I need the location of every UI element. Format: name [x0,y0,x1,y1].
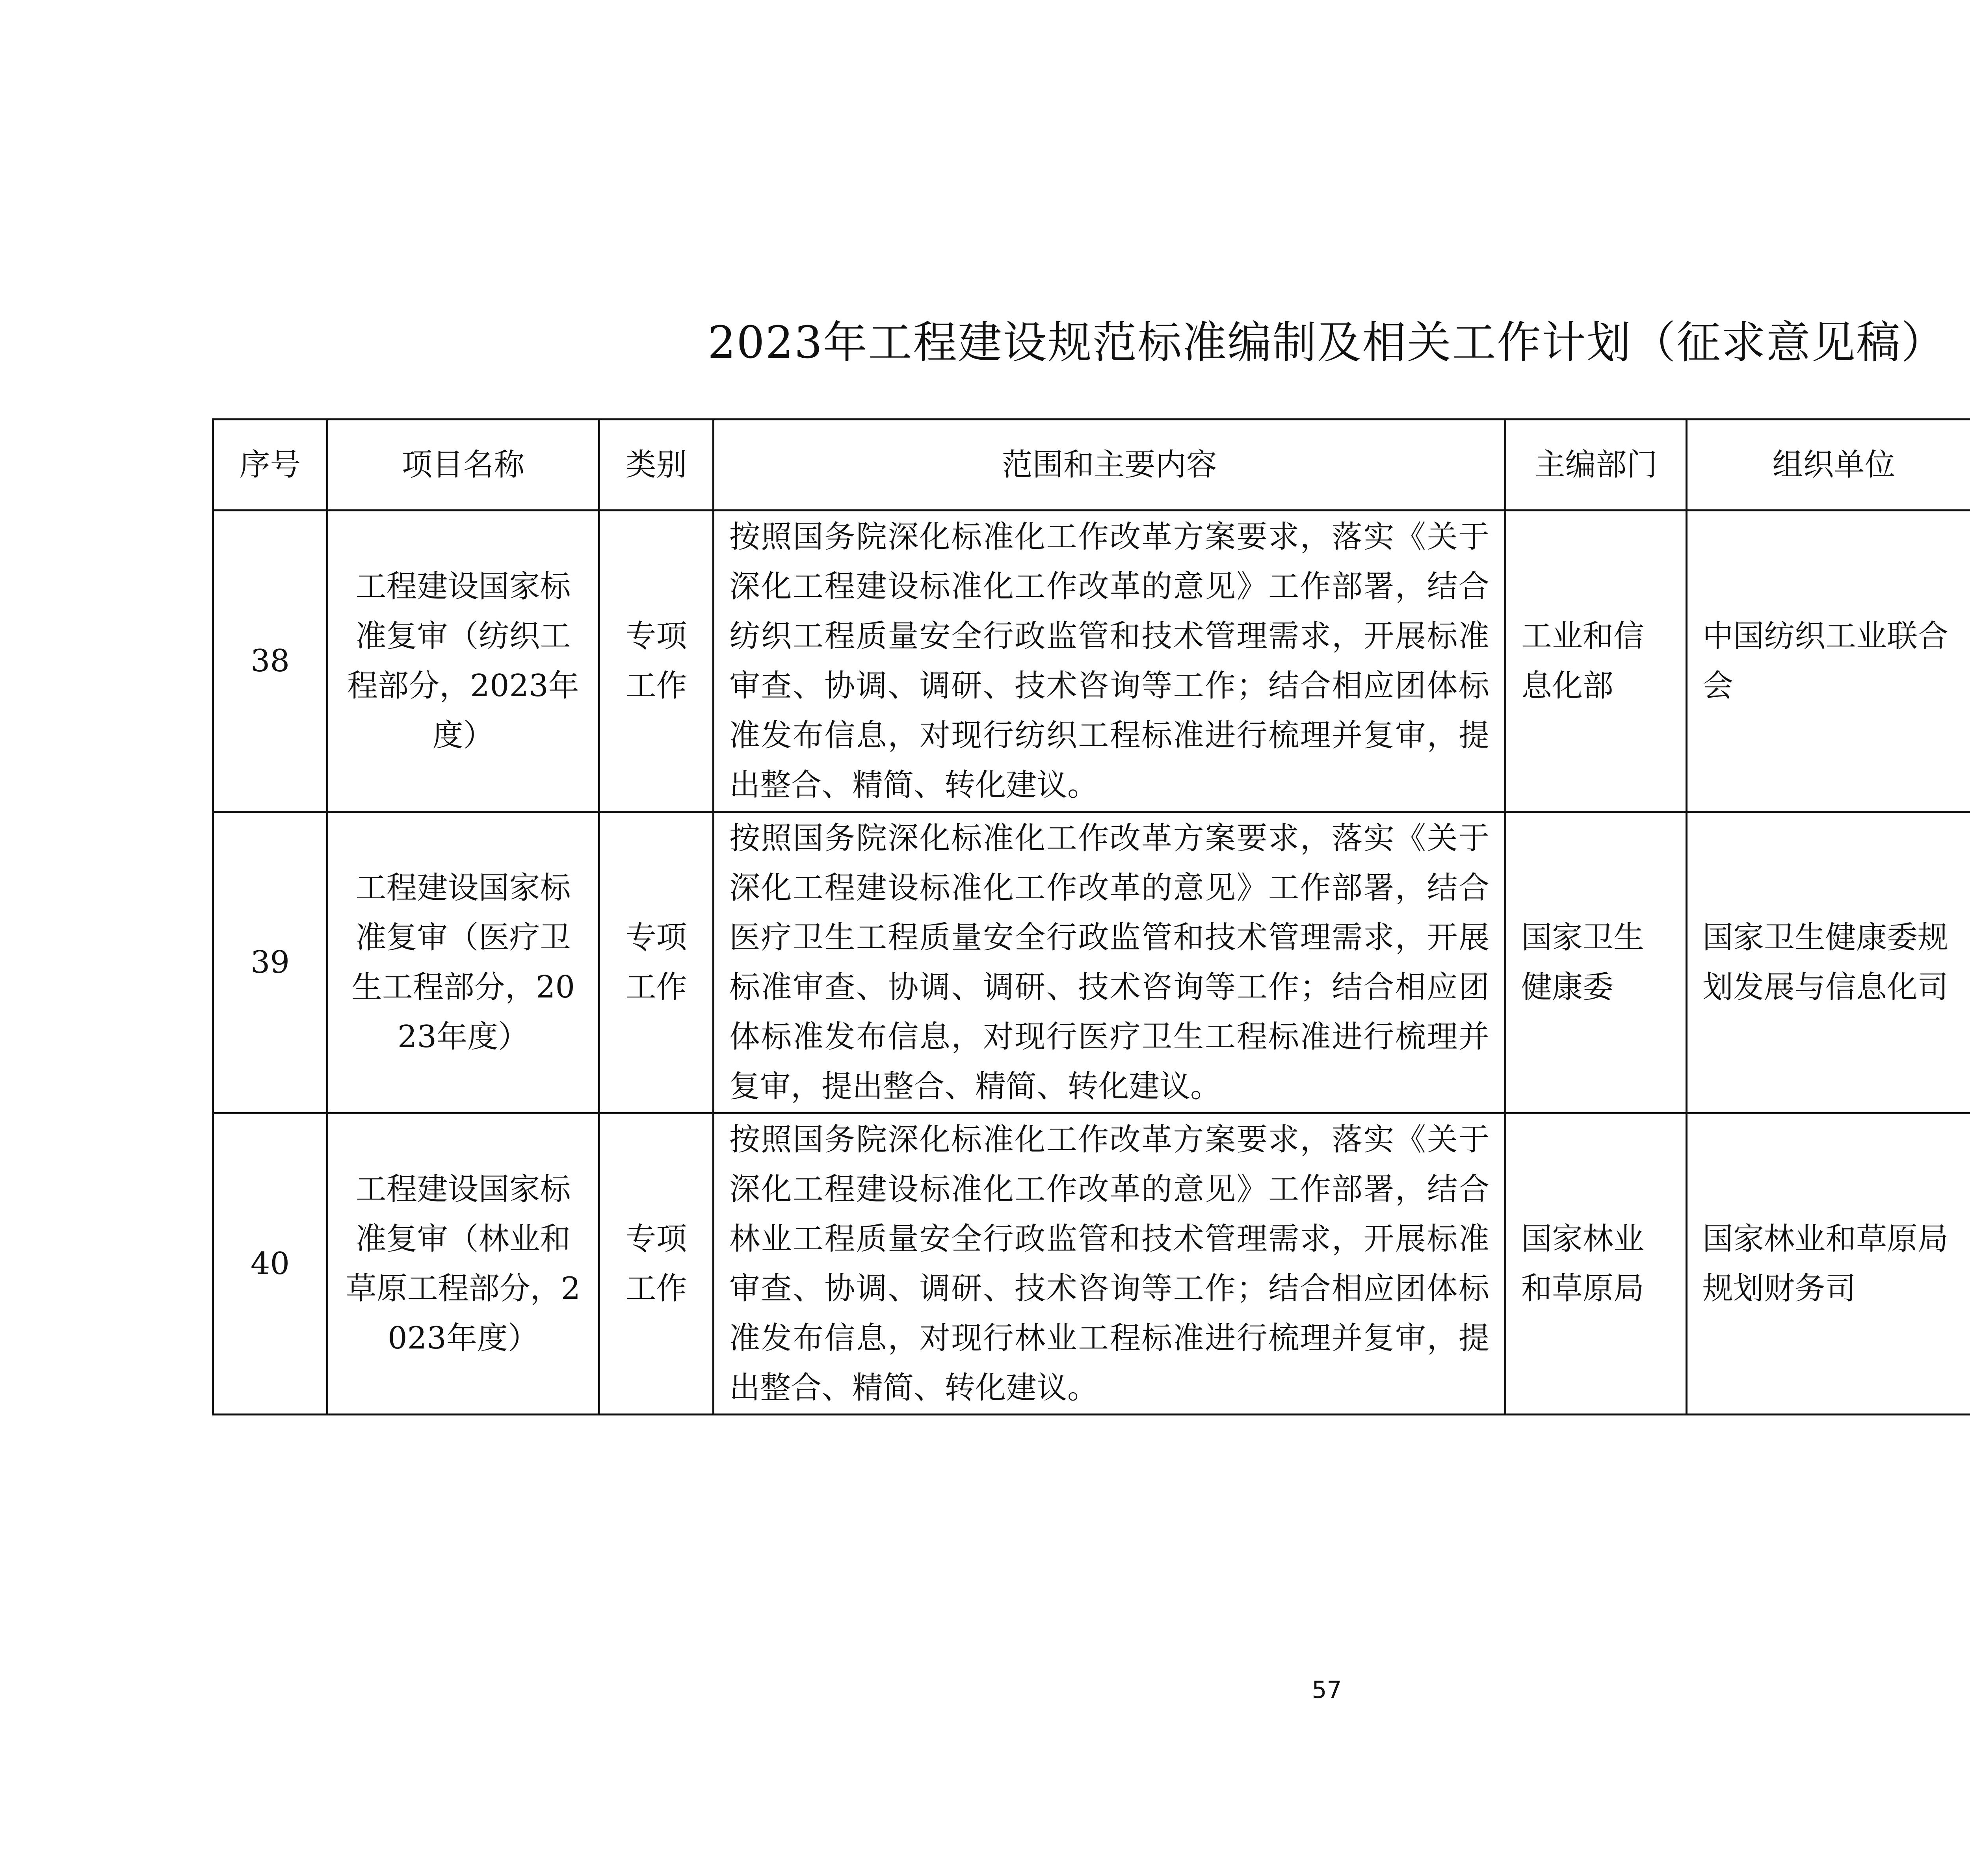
cell-type: 专项工作 [599,812,714,1113]
cell-name: 工程建设国家标准复审（林业和草原工程部分，2023年度） [327,1113,599,1415]
cell-name: 工程建设国家标准复审（医疗卫生工程部分，2023年度） [327,812,599,1113]
cell-name: 工程建设国家标准复审（纺织工程部分，2023年度） [327,511,599,812]
cell-scope: 按照国务院深化标准化工作改革方案要求，落实《关于深化工程建设标准化工作改革的意见》工作部署，结合纺织工程质量安全行政监管和技术管理需求，开展标准审查、协调、调研、技术咨询等工作；结合相应团体标准发布信息，对现行纺织工程标准进行梳理并复审，提出整合、精简、转化建议。 [714,511,1505,812]
header-org: 组织单位 [1687,420,1970,511]
cell-org: 中国纺织工业联合会 [1687,511,1970,812]
cell-num: 38 [213,511,327,812]
header-name: 项目名称 [327,420,599,511]
cell-type: 专项工作 [599,511,714,812]
table-row [213,1113,1970,1415]
cell-dept: 国家卫生健康委 [1505,812,1687,1113]
cell-type: 专项工作 [599,1113,714,1415]
cell-org: 国家卫生健康委规划发展与信息化司 [1687,812,1970,1113]
cell-dept: 国家林业和草原局 [1505,1113,1687,1415]
cell-org: 国家林业和草原局规划财务司 [1687,1113,1970,1415]
cell-scope: 按照国务院深化标准化工作改革方案要求，落实《关于深化工程建设标准化工作改革的意见》工作部署，结合医疗卫生工程质量安全行政监管和技术管理需求，开展标准审查、协调、调研、技术咨询等工作；结合相应团体标准发布信息，对现行医疗卫生工程标准进行梳理并复审，提出整合、精简、转化建议。 [714,812,1505,1113]
header-type: 类别 [599,420,714,511]
cell-scope: 按照国务院深化标准化工作改革方案要求，落实《关于深化工程建设标准化工作改革的意见》工作部署，结合林业工程质量安全行政监管和技术管理需求，开展标准审查、协调、调研、技术咨询等工作；结合相应团体标准发布信息，对现行林业工程标准进行梳理并复审，提出整合、精简、转化建议。 [714,1113,1505,1415]
table-row [213,812,1970,1113]
cell-dept: 工业和信息化部 [1505,511,1687,812]
header-scope: 范围和主要内容 [714,420,1505,511]
cell-num: 40 [213,1113,327,1415]
document-title: 2023年工程建设规范标准编制及相关工作计划（征求意见稿） [707,317,1946,368]
table-header-row [213,420,1970,511]
work-plan-table [212,418,1970,1415]
page-number: 57 [1312,1676,1342,1704]
table-row [213,511,1970,812]
header-dept: 主编部门 [1505,420,1687,511]
header-num: 序号 [213,420,327,511]
cell-num: 39 [213,812,327,1113]
